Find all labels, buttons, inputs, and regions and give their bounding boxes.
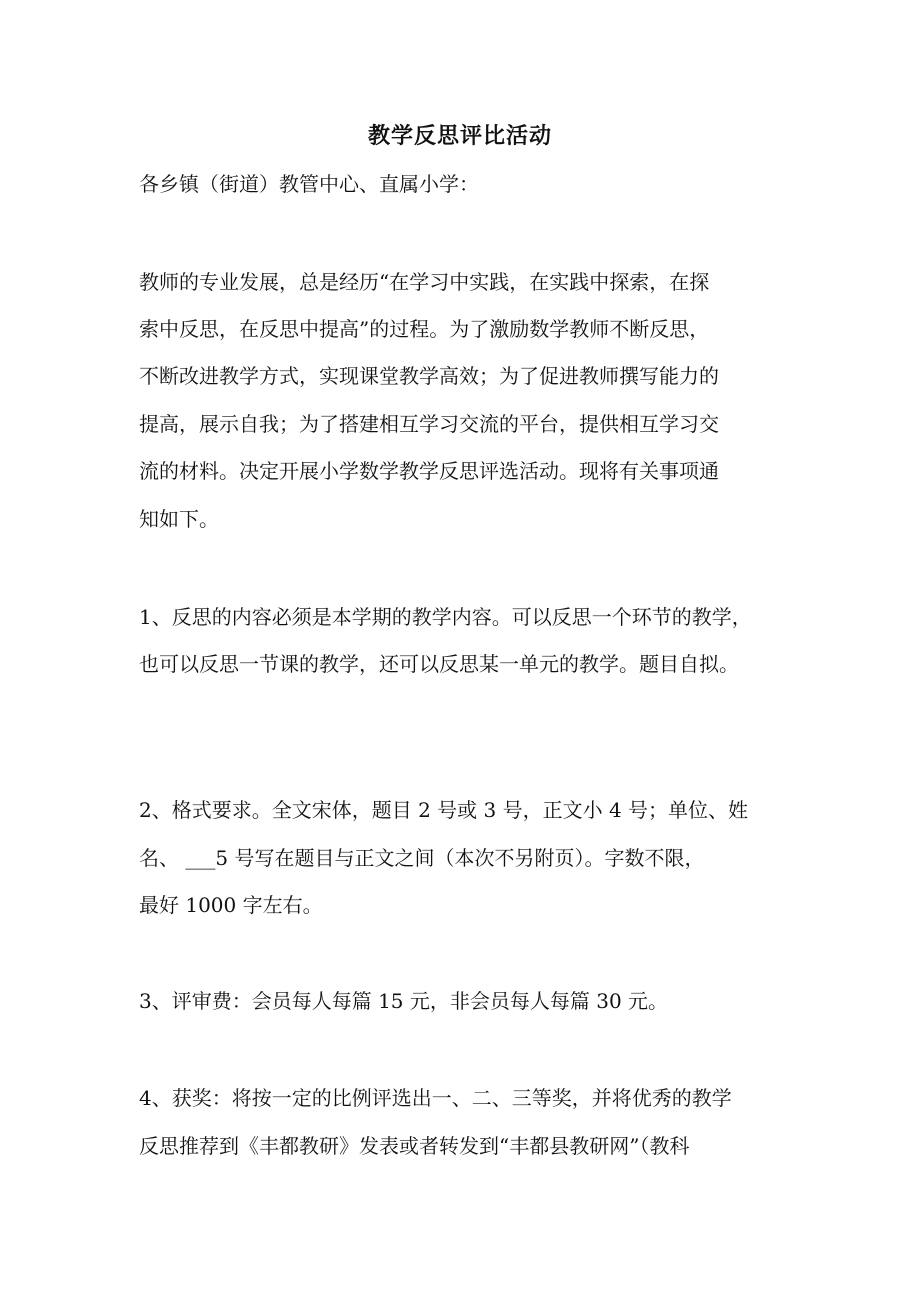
- intro-line: 提高，展示自我；为了搭建相互学习交流的平台，提供相互学习交: [139, 412, 719, 436]
- item-1-line: 也可以反思一节课的教学，还可以反思某一单元的教学。题目自拟。: [139, 652, 739, 676]
- item-2-line: 2、格式要求。全文宋体，题目 2 号或 3 号，正文小 4 号；单位、姓: [139, 798, 749, 822]
- intro-line: 知如下。: [139, 507, 219, 531]
- item-2-line: 名、 ___5 号写在题目与正文之间（本次不另附页）。字数不限，: [139, 846, 705, 870]
- item-4-line: 4、获奖：将按一定的比例评选出一、二、三等奖，并将优秀的教学: [139, 1086, 732, 1110]
- item-4-line: 反思推荐到《丰都教研》发表或者转发到“丰都县教研网”（教科: [139, 1134, 690, 1158]
- document-title: 教学反思评比活动: [367, 123, 552, 149]
- intro-line: 不断改进教学方式，实现课堂教学高效；为了促进教师撰写能力的: [139, 364, 719, 388]
- intro-line: 教师的专业发展，总是经历“在学习中实践，在实践中探索，在探: [139, 270, 710, 294]
- item-3-line: 3、评审费：会员每人每篇 15 元，非会员每人每篇 30 元。: [139, 989, 669, 1013]
- item-1-line: 1、反思的内容必须是本学期的教学内容。可以反思一个环节的教学，: [139, 605, 752, 629]
- intro-line: 索中反思，在反思中提高”的过程。为了激励数学教师不断反思，: [139, 317, 710, 341]
- intro-line: 流的材料。决定开展小学数学教学反思评选活动。现将有关事项通: [139, 459, 719, 483]
- item-2-line: 最好 1000 字左右。: [139, 893, 323, 917]
- salutation: 各乡镇（街道）教管中心、直属小学：: [139, 172, 479, 196]
